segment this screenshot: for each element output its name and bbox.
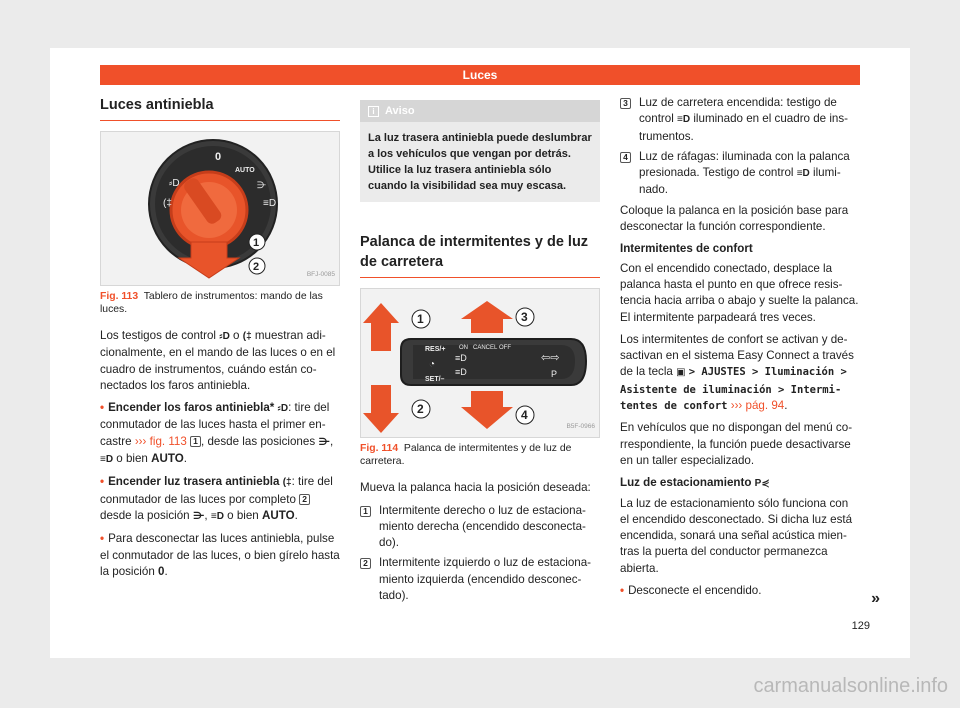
callout-2: 2 bbox=[417, 402, 424, 417]
list-text bbox=[639, 149, 860, 199]
auto-label: AUTO bbox=[261, 508, 295, 522]
figure-113 bbox=[100, 131, 340, 286]
low-beam-icon: ≡D bbox=[263, 198, 277, 209]
rear-fog-icon: (‡ bbox=[242, 331, 252, 342]
stalk-on-label: ON bbox=[459, 345, 468, 352]
subheading-text: Luz de estacionamiento bbox=[620, 476, 752, 490]
bullet-dot-icon: • bbox=[100, 401, 105, 415]
section-title-stalk: Palanca de intermitentes y de luz de carretera bbox=[360, 234, 589, 271]
list-text-a: Luz de ráfagas: iluminada con la palanca presionada. Testigo de control bbox=[639, 149, 850, 180]
bullet-bold: Encender los faros antiniebla* bbox=[108, 401, 275, 415]
paragraph-easy-connect bbox=[620, 332, 860, 414]
rear-fog-icon: (‡ bbox=[282, 477, 292, 489]
parking-light-icon: ⋺ bbox=[318, 436, 330, 448]
list-item bbox=[360, 555, 600, 604]
low-beam-icon: ≡D bbox=[210, 510, 224, 522]
xref-page-94[interactable]: pág. 94 bbox=[745, 399, 785, 413]
paragraph: Coloque la palanca en la posición base para desconectar la función correspondiente. bbox=[620, 203, 849, 234]
paragraph: En vehículos que no dispongan del menú correspondiente, la función puede desactivarse en un taller especializado. bbox=[620, 421, 853, 467]
xref-arrows: ››› bbox=[730, 399, 743, 413]
bullet-front-fog: • Encender los faros antiniebla* ⸗D: tire del conmutador de las luces hasta el primer encastre ››› fig. 113 1 , desde las posiciones ⋺, ≡D o bien AUTO. bbox=[100, 401, 334, 466]
notice-header bbox=[360, 100, 600, 122]
subheading-parking bbox=[620, 475, 860, 492]
column-left bbox=[100, 95, 340, 586]
high-beam-icon: ≡D bbox=[677, 114, 691, 126]
parking-icon: P bbox=[551, 369, 558, 380]
bullet-text: , desde las posiciones bbox=[201, 434, 316, 448]
arrow-down-center-icon bbox=[461, 391, 513, 429]
parking-light-icon: P⋞ bbox=[754, 478, 770, 490]
stalk-res-label: RES/+ bbox=[425, 346, 446, 354]
paragraph: Con el encendido conectado, desplace la palanca hasta el punto en que ofrece resistencia hacia arriba o abajo y suelte la palanca. El intermitente parpadeará tres veces. bbox=[620, 261, 859, 324]
subheading-comfort: Intermitentes de confort bbox=[620, 242, 753, 256]
bullet-text: : tire del conmutador de las luces hasta el primer encastre bbox=[100, 401, 330, 448]
list-text: Intermitente izquierdo o luz de estacionamiento izquierda (encendido desconectado). bbox=[379, 556, 592, 603]
callout-1: 1 bbox=[253, 237, 260, 249]
figure-label: Fig. 114 bbox=[360, 443, 399, 455]
bullet-dot-icon: • bbox=[100, 475, 105, 489]
ref-number: 2 bbox=[299, 494, 310, 505]
dial-auto-label: AUTO bbox=[235, 167, 255, 174]
bullet-text: Para desconectar las luces antiniebla, pulse el conmutador de las luces, o bien gírelo hasta la posición bbox=[100, 532, 340, 578]
callout-2: 2 bbox=[253, 261, 260, 273]
figure-caption-text: Tablero de instrumentos: mando de las luces. bbox=[100, 291, 323, 315]
turn-arrows-icon: ⇦⇨ bbox=[541, 352, 560, 365]
menu-path: > AJUSTES > Iluminación > Asistente de iluminación > Intermitentes de confort bbox=[620, 366, 847, 413]
xref-arrows: ››› bbox=[134, 434, 147, 448]
bullet-ignition-off bbox=[620, 583, 860, 599]
front-fog-icon: ⸗D bbox=[277, 403, 289, 415]
bullet-text: o bien bbox=[116, 452, 148, 466]
high-beam-icon: ≡D bbox=[796, 168, 810, 180]
front-fog-icon: ⸗D bbox=[169, 178, 180, 189]
callout-1: 1 bbox=[417, 312, 424, 327]
paragraph: La luz de estacionamiento sólo funciona con el encendido desconectado. Si dicha luz está encendida, sonará una señal acústica mientras la puerta del conductor permanezca abierta. bbox=[620, 496, 853, 575]
list-number: 2 bbox=[360, 558, 371, 569]
stalk-off-label: OFF bbox=[499, 345, 511, 352]
list-item bbox=[620, 95, 860, 145]
bullet-dot-icon: • bbox=[620, 584, 625, 598]
stalk-cancel-label: CANCEL bbox=[473, 345, 498, 352]
parking-light-icon: ⋺ bbox=[192, 510, 205, 522]
notice-title: Aviso bbox=[385, 105, 415, 117]
knob-icon bbox=[171, 172, 247, 248]
cruise-icon: ◔ bbox=[429, 359, 436, 371]
notice-body: La luz trasera antiniebla puede deslumbrar a los vehículos que vengan por detrás. Utilice la luz trasera antiniebla sólo cuando la visibilidad sea muy escasa. bbox=[368, 132, 592, 193]
high-beam-icon: ≡D bbox=[455, 353, 467, 364]
bullet-dot-icon: • bbox=[100, 532, 105, 546]
dial-zero-label: 0 bbox=[215, 151, 222, 163]
arrow-up-center-icon bbox=[461, 301, 513, 333]
paragraph-text: Los intermitentes de confort se activan y desactivan en el sistema Easy Connect a través de la tecla bbox=[620, 332, 854, 379]
zero-label: 0 bbox=[158, 564, 165, 578]
callout-3: 3 bbox=[521, 310, 528, 325]
list-item bbox=[620, 149, 860, 199]
list-text bbox=[639, 95, 860, 145]
figure-code: B5F-0966 bbox=[566, 423, 595, 430]
info-icon: i bbox=[368, 106, 379, 117]
lead-paragraph: Mueva la palanca hacia la posición deseada: bbox=[360, 481, 591, 495]
list-text-b: iluminado. bbox=[639, 166, 841, 197]
list-text: Intermitente derecho o luz de estacionamiento derecha (encendido desconectado). bbox=[379, 503, 586, 550]
figure-caption bbox=[360, 442, 600, 468]
bullet-disable-fog: • Para desconectar las luces antiniebla, pulse el conmutador de las luces, o bien gírelo hasta la posición 0. bbox=[100, 532, 340, 578]
figure-caption-text: Palanca de intermitentes y de luz de carretera. bbox=[360, 443, 572, 468]
list-text-b: iluminado en el cuadro de instrumentos. bbox=[639, 112, 849, 143]
column-right bbox=[620, 95, 860, 605]
parking-light-icon: ⋺ bbox=[257, 180, 266, 190]
list-number: 4 bbox=[620, 152, 631, 163]
section-title-fog-lights: Luces antiniebla bbox=[100, 97, 214, 113]
bullet-rear-fog: • Encender luz trasera antiniebla (‡: tire del conmutador de las luces por completo 2 desde la posición ⋺, ≡D o bien AUTO. bbox=[100, 475, 333, 522]
bullet-bold: Encender luz trasera antiniebla bbox=[108, 475, 280, 489]
section-rule bbox=[100, 120, 340, 121]
paragraph-end: . bbox=[784, 399, 788, 413]
flash-icon: ≡D bbox=[455, 367, 467, 378]
intro-or: o bbox=[233, 329, 240, 342]
figure-114 bbox=[360, 288, 600, 438]
list-item bbox=[360, 503, 600, 552]
notice-box bbox=[360, 100, 600, 202]
stalk-set-label: SET/– bbox=[425, 376, 445, 384]
light-switch-illustration bbox=[101, 132, 339, 285]
bullet-text: desde la posición bbox=[100, 508, 190, 522]
low-beam-icon: ≡D bbox=[100, 454, 114, 466]
column-middle bbox=[360, 100, 600, 608]
auto-label: AUTO bbox=[151, 452, 184, 466]
section-rule bbox=[360, 277, 600, 278]
xref-fig-113[interactable]: fig. 113 bbox=[149, 434, 187, 448]
figure-code: BFJ-0085 bbox=[306, 270, 335, 278]
figure-caption bbox=[100, 290, 340, 316]
bullet-text: o bien bbox=[227, 508, 259, 522]
callout-4: 4 bbox=[521, 408, 528, 423]
list-text-a: Luz de carretera encendida: testigo de control bbox=[639, 96, 837, 126]
intro-text-a: Los testigos de control bbox=[100, 329, 217, 342]
page-number: 129 bbox=[851, 620, 870, 632]
turn-signal-stalk-illustration bbox=[361, 289, 599, 437]
list-number: 1 bbox=[360, 506, 371, 517]
list-number: 3 bbox=[620, 98, 631, 109]
rear-fog-icon: (‡ bbox=[163, 198, 172, 209]
watermark: carmanualsonline.info bbox=[753, 675, 948, 697]
car-menu-icon: ▣ bbox=[676, 367, 686, 379]
front-fog-icon: ⸗D bbox=[219, 331, 230, 342]
intro-text-b: muestran adicionalmente, en el mando de las luces o en el cuadro de instrumentos, cuándo están conectados los faros antiniebla. bbox=[100, 329, 336, 392]
figure-label: Fig. 113 bbox=[100, 291, 139, 302]
arrow-up-left-icon bbox=[363, 303, 399, 351]
ref-number: 1 bbox=[190, 436, 201, 447]
bullet-text: : tire del conmutador de las luces por completo bbox=[100, 475, 333, 506]
chapter-header: Luces bbox=[100, 65, 860, 85]
arrow-down-left-icon bbox=[363, 385, 399, 433]
intro-paragraph bbox=[100, 328, 340, 394]
bullet-text: Desconecte el encendido. bbox=[628, 584, 762, 598]
continue-marker: » bbox=[871, 590, 880, 607]
